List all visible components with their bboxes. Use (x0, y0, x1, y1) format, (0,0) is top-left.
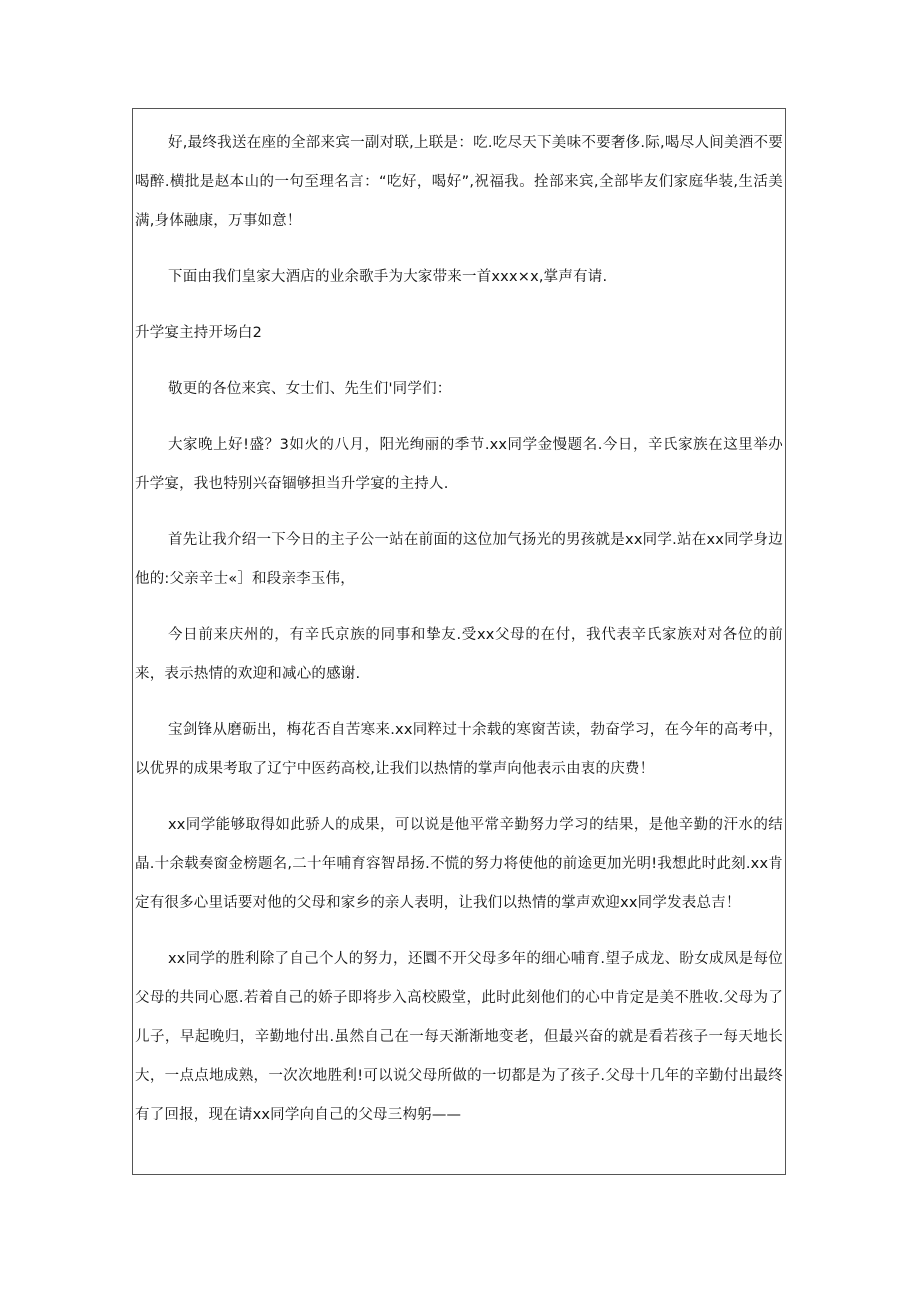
paragraph-parents-thanks: xx同学的胜利除了自己个人的努力，还圜不开父母多年的细心哺育.望子成龙、盼女成凤是每位父母的共同心愿.若着自己的娇子即将步入高校殿堂，此时此刻他们的心中肯定是美不胜收.父母为了儿子，早起晚归，辛勤地付出.虽然自己在一每天渐渐地变老，但最兴奋的就是看若孩子一每天地长大，一点点地成熟，一次次地胜利!可以说父母所做的一切都是为了孩子.父母十几年的辛勤付出最终有了回报，现在请xx同学向自己的父母三构躬—— (135, 951, 783, 1123)
paragraph-achievement: 宝剑锋从磨砺出，梅花否自苦寒来.xx同粹过十余载的寒窗苦读，勃奋学习，在今年的高考中，以优界的成果考取了辽宁中医药高校,让我们以热情的掌声向他表示由衷的庆费！ (135, 722, 783, 777)
paragraph-student-speech: xx同学能够取得如此骄人的成果，可以说是他平常辛勤努力学习的结果，是他辛勤的汗水的结晶.十余载奏窗金榜题名,二十年哺育容智昂扬.不慌的努力将使他的前途更加光明!我想此时此刻.xx肯定有很多心里话要对他的父母和家乡的亲人表明，让我们以热情的掌声欢迎xx同学发表总吉！ (135, 817, 783, 911)
paragraph-introduce-student: 首先让我介绍一下今日的主子公一站在前面的这位加气扬光的男孩就是xx同学.站在xx同学身边他的:父亲辛士«］和段亲李玉伟， (135, 532, 783, 587)
paragraph-closing-couplet: 好,最终我送在座的全部来宾一副对联,上联是：吃.吃尽天下美味不要奢侈.际,喝尽人间美酒不要喝醉.横批是赵本山的一句至理名言：“吃好，喝好”,祝福我。拴部来宾,全部毕友们家庭华装,生活美满,身体融康，万事如意！ (135, 135, 783, 229)
paragraph-singer-intro: 下面由我们皇家大酒店的业余歌手为大家带来一首xxx×x,掌声有请. (168, 269, 608, 285)
paragraph-salutation: 敬更的各位来宾、女士们、先生们'同学们： (168, 381, 452, 397)
paragraph-welcome-guests: 今日前来庆州的，有辛氏京族的同事和挚友.受xx父母的在付，我代表辛氏家族对对各位的前来，表示热情的欢迎和减心的感谢. (135, 627, 783, 682)
paragraph-greeting: 大家晚上好!盛？3如火的八月，阳光绚丽的季节.xx同学金慢题名.今日，辛氏家族在这里举办升学宴，我也特别兴奋锢够担当升学宴的主持人. (135, 437, 783, 492)
document-body (135, 124, 783, 1135)
section-heading: 升学宴主持开场白2 (135, 325, 263, 341)
